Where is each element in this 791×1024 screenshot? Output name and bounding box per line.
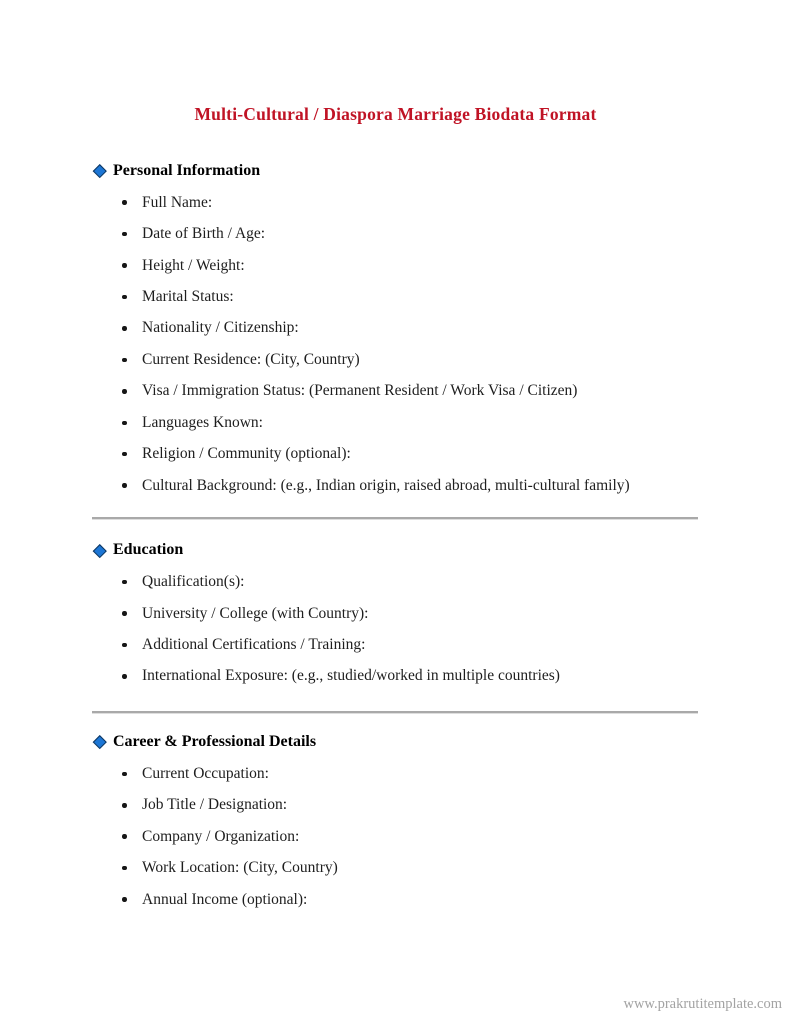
list-item-label: Work Location: (City, Country) [142, 859, 338, 877]
list-item-label: Nationality / Citizenship: [142, 319, 299, 337]
bullet-dot-icon [122, 263, 127, 268]
section-divider [92, 517, 698, 519]
list-item [122, 470, 698, 501]
bullet-dot-icon [122, 483, 127, 488]
list-item-label: Cultural Background: (e.g., Indian origin, raised abroad, multi-cultural family) [142, 476, 630, 494]
bullet-dot-icon [122, 643, 127, 648]
section-education [92, 540, 698, 692]
list-item-label: International Exposure: (e.g., studied/worked in multiple countries) [142, 667, 560, 685]
list-item [122, 439, 698, 470]
list-item [122, 661, 698, 692]
bullet-dot-icon [122, 452, 127, 457]
list-item [122, 344, 698, 375]
list-item [122, 790, 698, 821]
list-item [122, 407, 698, 438]
list-item [122, 629, 698, 660]
section-heading [92, 161, 698, 181]
diamond-icon [92, 734, 108, 750]
list-item [122, 187, 698, 218]
list-item [122, 218, 698, 249]
list-item-label: Current Occupation: [142, 764, 269, 782]
section-heading-label: Education [113, 541, 184, 559]
bullet-dot-icon [122, 200, 127, 205]
section-personal-information [92, 161, 698, 501]
list-item [122, 376, 698, 407]
list-item-label: Current Residence: (City, Country) [142, 350, 360, 368]
list-item-label: Height / Weight: [142, 256, 245, 274]
list-item-label: Languages Known: [142, 413, 263, 431]
list-item-label: Qualification(s): [142, 573, 245, 591]
list-item [122, 281, 698, 312]
bullet-dot-icon [122, 232, 127, 237]
bullet-dot-icon [122, 897, 127, 902]
bullet-dot-icon [122, 421, 127, 426]
footer-url: www.prakrutitemplate.com [623, 996, 782, 1012]
list-item [122, 884, 698, 915]
bullet-dot-icon [122, 389, 127, 394]
bullet-dot-icon [122, 611, 127, 616]
bullet-dot-icon [122, 326, 127, 331]
list-item-label: Job Title / Designation: [142, 796, 288, 814]
bullet-dot-icon [122, 295, 127, 300]
section-heading [92, 540, 698, 560]
list-item [122, 758, 698, 789]
bullet-dot-icon [122, 803, 127, 808]
diamond-icon [92, 163, 108, 179]
page-title: Multi-Cultural / Diaspora Marriage Biodata Format [194, 103, 597, 124]
list-item-label: Full Name: [142, 193, 213, 211]
list-item [122, 313, 698, 344]
list-item-label: Marital Status: [142, 288, 234, 306]
list-item-label: Company / Organization: [142, 827, 300, 845]
list-item-label: Additional Certifications / Training: [142, 635, 366, 653]
list-item [122, 598, 698, 629]
bullet-list [92, 566, 698, 692]
list-item-label: University / College (with Country): [142, 604, 369, 622]
section-heading [92, 732, 698, 752]
bullet-dot-icon [122, 580, 127, 585]
bullet-dot-icon [122, 866, 127, 871]
diamond-icon [92, 542, 108, 558]
list-item-label: Date of Birth / Age: [142, 225, 266, 243]
bullet-list [92, 187, 698, 501]
sections-container [92, 161, 698, 915]
bullet-dot-icon [122, 834, 127, 839]
section-divider [92, 711, 698, 713]
section-career-professional-details [92, 732, 698, 915]
section-heading-label: Personal Information [113, 162, 261, 179]
bullet-dot-icon [122, 674, 127, 679]
list-item [122, 852, 698, 883]
list-item [122, 821, 698, 852]
bullet-list [92, 758, 698, 915]
list-item-label: Annual Income (optional): [142, 890, 308, 908]
list-item-label: Visa / Immigration Status: (Permanent Resident / Work Visa / Citizen) [142, 382, 578, 400]
list-item-label: Religion / Community (optional): [142, 445, 351, 463]
bullet-dot-icon [122, 358, 127, 363]
list-item [122, 566, 698, 597]
section-heading-label: Career & Professional Details [113, 733, 317, 751]
bullet-dot-icon [122, 772, 127, 777]
list-item [122, 250, 698, 281]
